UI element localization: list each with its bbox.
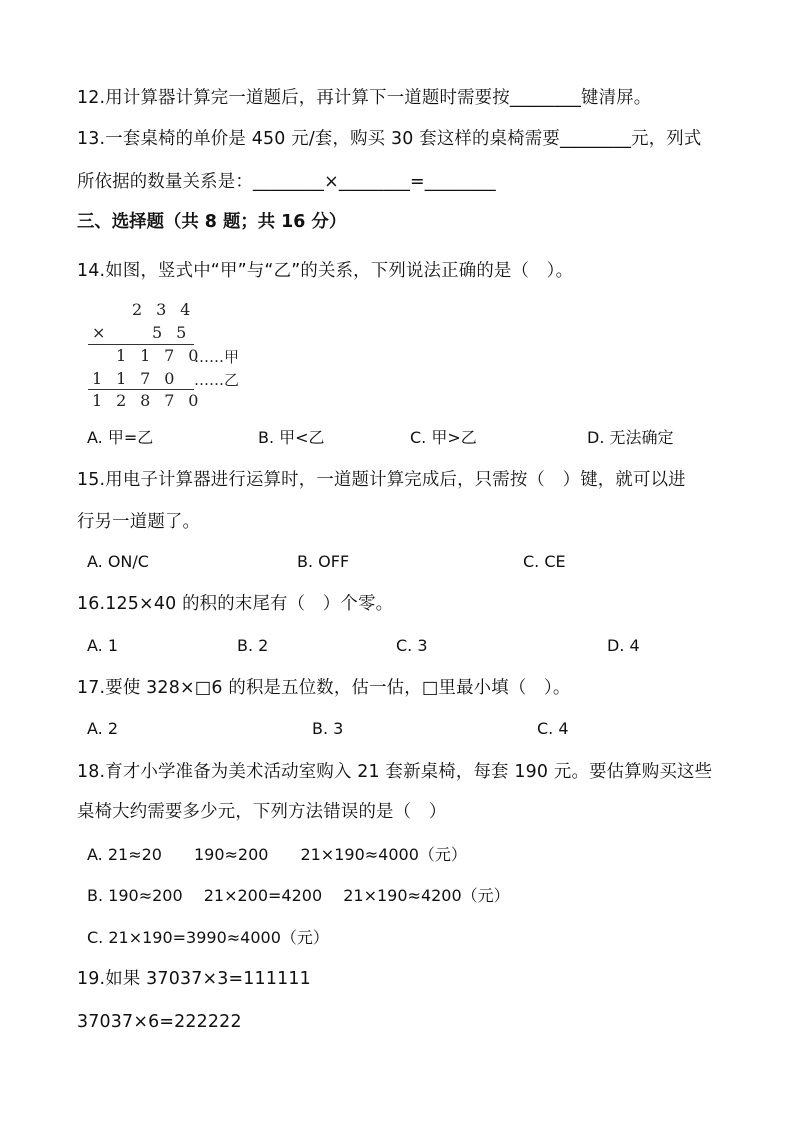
question-19-line-1: 19.如果 37037×3=111111 — [77, 969, 311, 989]
q14-option-a[interactable]: A. 甲=乙 — [87, 428, 154, 447]
q14-option-c[interactable]: C. 甲>乙 — [410, 428, 477, 447]
calc-mark-yi: ……乙 — [194, 371, 240, 389]
calc-row-multiplicand: 2 3 4 — [132, 300, 195, 319]
calc-multiply-sign: × — [92, 323, 110, 342]
q16-option-a[interactable]: A. 1 — [87, 636, 119, 655]
question-17: 17.要使 328×□6 的积是五位数，估一估，□里最小填（ ）。 — [77, 678, 571, 698]
q14-option-d[interactable]: D. 无法确定 — [587, 428, 674, 447]
question-19-line-2: 37037×6=222222 — [77, 1012, 242, 1032]
calc-row-multiplier: 5 5 — [152, 323, 191, 342]
question-18-line-1: 18.育才小学准备为美术活动室购入 21 套新桌椅，每套 190 元。要估算购买这些 — [77, 762, 713, 782]
question-16: 16.125×40 的积的末尾有（ ）个零。 — [77, 594, 394, 614]
q17-option-b[interactable]: B. 3 — [312, 719, 344, 738]
vertical-multiplication-figure — [86, 300, 256, 412]
q16-option-b[interactable]: B. 2 — [237, 636, 269, 655]
q16-option-d[interactable]: D. 4 — [607, 636, 640, 655]
calc-row-partial-2: 1 1 7 0 — [92, 369, 179, 388]
q15-option-c[interactable]: C. CE — [523, 552, 566, 571]
calc-mark-jia: ……甲 — [194, 348, 240, 366]
q18-option-c[interactable]: C. 21×190=3990≈4000（元） — [87, 928, 329, 947]
calc-row-product: 1 2 8 7 0 — [92, 391, 203, 410]
q15-option-a[interactable]: A. ON/C — [87, 552, 149, 571]
question-15-line-1: 15.用电子计算器进行运算时，一道题计算完成后，只需按（ ）键，就可以进 — [77, 470, 686, 490]
question-13-line-2: 所依据的数量关系是：________×________=________ — [77, 172, 496, 192]
q17-option-c[interactable]: C. 4 — [537, 719, 569, 738]
calc-rule-1 — [88, 344, 194, 345]
question-18-line-2: 桌椅大约需要多少元，下列方法错误的是（ ） — [77, 802, 447, 822]
q15-option-b[interactable]: B. OFF — [297, 552, 350, 571]
question-15-line-2: 行另一道题了。 — [77, 512, 201, 532]
q18-option-b[interactable]: B. 190≈200 21×200=4200 21×190≈4200（元） — [87, 886, 510, 905]
question-12: 12.用计算器计算完一道题后，再计算下一道题时需要按________键清屏。 — [77, 88, 652, 108]
question-13-line-1: 13.一套桌椅的单价是 450 元/套，购买 30 套这样的桌椅需要________元，列式 — [77, 129, 702, 149]
q18-option-a[interactable]: A. 21≈20 190≈200 21×190≈4000（元） — [87, 845, 467, 864]
section-heading: 三、选择题（共 8 题；共 16 分） — [77, 212, 347, 232]
calc-row-partial-1: 1 1 7 0 — [116, 346, 203, 365]
q16-option-c[interactable]: C. 3 — [396, 636, 428, 655]
q17-option-a[interactable]: A. 2 — [87, 719, 119, 738]
q14-option-b[interactable]: B. 甲<乙 — [258, 428, 325, 447]
calc-rule-2 — [88, 389, 194, 390]
question-14: 14.如图，竖式中“甲”与“乙”的关系，下列说法正确的是（ ）。 — [77, 261, 574, 281]
